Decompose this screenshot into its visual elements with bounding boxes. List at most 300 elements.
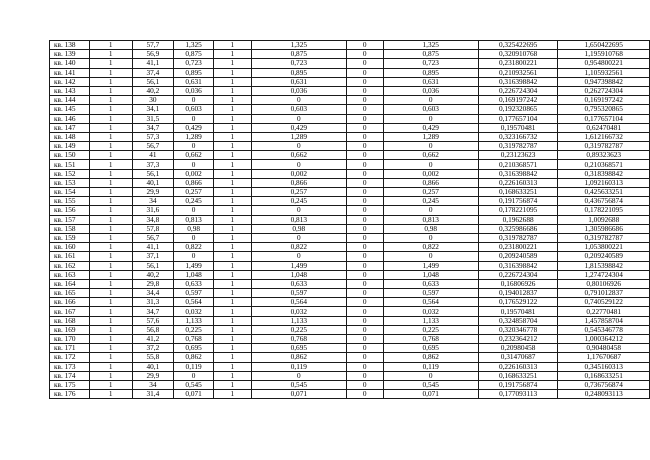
table-cell: 0,822 xyxy=(251,243,346,252)
table-row xyxy=(50,41,650,50)
table-cell: 1 xyxy=(89,390,132,399)
table-cell: 0 xyxy=(251,96,346,105)
table-cell: 0,194012837 xyxy=(478,289,558,298)
table-cell: 56,8 xyxy=(132,325,174,334)
table-cell: 0 xyxy=(174,142,214,151)
table-cell: 1,325 xyxy=(383,41,478,50)
table-cell: 1 xyxy=(89,233,132,242)
table-cell: 0,225 xyxy=(383,325,478,334)
row-label-cell: кв. 164 xyxy=(50,279,90,288)
table-cell: 1 xyxy=(214,316,252,325)
table-row xyxy=(50,142,650,151)
table-cell: 0,80106926 xyxy=(558,279,650,288)
table-row xyxy=(50,335,650,344)
table-cell: 57,6 xyxy=(132,316,174,325)
row-label-cell: кв. 165 xyxy=(50,289,90,298)
table-cell: 0,662 xyxy=(383,151,478,160)
table-cell: 1 xyxy=(89,178,132,187)
table-cell: 1,053800221 xyxy=(558,243,650,252)
table-cell: 0 xyxy=(251,160,346,169)
row-label-cell: кв. 159 xyxy=(50,233,90,242)
table-row xyxy=(50,77,650,86)
table-cell: 0,071 xyxy=(251,390,346,399)
table-cell: 40,2 xyxy=(132,270,174,279)
table-row xyxy=(50,279,650,288)
table-cell: 1 xyxy=(89,50,132,59)
table-cell: 0,425633251 xyxy=(558,188,650,197)
table-cell: 0 xyxy=(346,68,383,77)
table-cell: 0,20980458 xyxy=(478,344,558,353)
table-cell: 1,048 xyxy=(174,270,214,279)
row-label-cell: кв. 176 xyxy=(50,390,90,399)
table-row xyxy=(50,68,650,77)
table-cell: 1 xyxy=(214,59,252,68)
row-label-cell: кв. 169 xyxy=(50,325,90,334)
table-cell: 0 xyxy=(383,160,478,169)
table-cell: 34,7 xyxy=(132,307,174,316)
table-cell: 0 xyxy=(346,307,383,316)
table-cell: 0 xyxy=(346,371,383,380)
table-cell: 1 xyxy=(89,169,132,178)
table-cell: 0,429 xyxy=(251,123,346,132)
table-cell: 0,319782787 xyxy=(478,233,558,242)
table-cell: 1 xyxy=(89,142,132,151)
table-row xyxy=(50,206,650,215)
table-cell: 0 xyxy=(346,380,383,389)
table-cell: 1,133 xyxy=(383,316,478,325)
table-cell: 41,1 xyxy=(132,59,174,68)
table-cell: 0,662 xyxy=(251,151,346,160)
table-cell: 0,631 xyxy=(251,77,346,86)
table-cell: 0 xyxy=(346,270,383,279)
table-cell: 0,768 xyxy=(251,335,346,344)
row-label-cell: кв. 144 xyxy=(50,96,90,105)
table-cell: 0,429 xyxy=(174,123,214,132)
table-cell: 1 xyxy=(89,261,132,270)
table-cell: 0 xyxy=(383,142,478,151)
table-cell: 1 xyxy=(214,233,252,242)
table-cell: 0 xyxy=(346,261,383,270)
table-cell: 1 xyxy=(89,114,132,123)
row-label-cell: кв. 171 xyxy=(50,344,90,353)
table-cell: 1,499 xyxy=(383,261,478,270)
table-cell: 0,209240589 xyxy=(478,252,558,261)
table-cell: 0,19570481 xyxy=(478,307,558,316)
table-row xyxy=(50,252,650,261)
table-cell: 0 xyxy=(346,224,383,233)
table-cell: 1 xyxy=(214,344,252,353)
table-cell: 0,226724304 xyxy=(478,270,558,279)
table-cell: 37,1 xyxy=(132,252,174,261)
table-cell: 0,169197242 xyxy=(478,96,558,105)
table-cell: 0 xyxy=(174,206,214,215)
table-cell: 1 xyxy=(214,289,252,298)
row-label-cell: кв. 154 xyxy=(50,188,90,197)
table-cell: 0,866 xyxy=(383,178,478,187)
table-cell: 1 xyxy=(89,380,132,389)
table-cell: 1 xyxy=(89,41,132,50)
table-cell: 1 xyxy=(89,270,132,279)
table-row xyxy=(50,123,650,132)
table-cell: 0,226160313 xyxy=(478,362,558,371)
table-cell: 1,325 xyxy=(251,41,346,50)
table-cell: 0 xyxy=(346,123,383,132)
table-cell: 1 xyxy=(89,307,132,316)
table-cell: 0,176529122 xyxy=(478,298,558,307)
table-cell: 1 xyxy=(214,50,252,59)
table-row xyxy=(50,316,650,325)
table-cell: 1 xyxy=(214,270,252,279)
table-cell: 0,875 xyxy=(251,50,346,59)
row-label-cell: кв. 138 xyxy=(50,41,90,50)
table-cell: 1 xyxy=(89,335,132,344)
table-cell: 0,226724304 xyxy=(478,86,558,95)
table-cell: 0 xyxy=(346,151,383,160)
table-cell: 41,1 xyxy=(132,243,174,252)
table-cell: 1 xyxy=(89,160,132,169)
table-cell: 1,048 xyxy=(251,270,346,279)
row-label-cell: кв. 156 xyxy=(50,206,90,215)
row-label-cell: кв. 147 xyxy=(50,123,90,132)
row-label-cell: кв. 162 xyxy=(50,261,90,270)
table-cell: 0,862 xyxy=(251,353,346,362)
table-cell: 0,662 xyxy=(174,151,214,160)
row-label-cell: кв. 146 xyxy=(50,114,90,123)
table-cell: 40,1 xyxy=(132,178,174,187)
table-cell: 1,000364212 xyxy=(558,335,650,344)
table-cell: 1 xyxy=(214,206,252,215)
table-cell: 29,8 xyxy=(132,279,174,288)
table-cell: 0,19570481 xyxy=(478,123,558,132)
row-label-cell: кв. 160 xyxy=(50,243,90,252)
table-cell: 0,597 xyxy=(383,289,478,298)
table-cell: 1 xyxy=(89,105,132,114)
table-cell: 0,98 xyxy=(383,224,478,233)
table-cell: 31,4 xyxy=(132,390,174,399)
table-cell: 57,8 xyxy=(132,224,174,233)
table-row xyxy=(50,344,650,353)
table-cell: 0 xyxy=(346,169,383,178)
table-cell: 1 xyxy=(214,77,252,86)
table-cell: 0,178221095 xyxy=(558,206,650,215)
table-cell: 0,168633251 xyxy=(558,371,650,380)
table-cell: 1 xyxy=(89,86,132,95)
table-cell: 1 xyxy=(89,132,132,141)
table-cell: 0,232364212 xyxy=(478,335,558,344)
table-cell: 34 xyxy=(132,197,174,206)
table-cell: 1 xyxy=(89,344,132,353)
table-cell: 0,245 xyxy=(383,197,478,206)
table-cell: 0,210368571 xyxy=(478,160,558,169)
table-cell: 31,3 xyxy=(132,298,174,307)
table-cell: 1,650422695 xyxy=(558,41,650,50)
row-label-cell: кв. 170 xyxy=(50,335,90,344)
table-cell: 0,257 xyxy=(174,188,214,197)
row-label-cell: кв. 150 xyxy=(50,151,90,160)
table-cell: 0,723 xyxy=(174,59,214,68)
table-cell: 0,320346778 xyxy=(478,325,558,334)
table-cell: 1,815398842 xyxy=(558,261,650,270)
row-label-cell: кв. 151 xyxy=(50,160,90,169)
table-cell: 1 xyxy=(214,114,252,123)
table-cell: 0,895 xyxy=(383,68,478,77)
table-cell: 0 xyxy=(346,353,383,362)
table-cell: 0,545346778 xyxy=(558,325,650,334)
table-cell: 1,0092688 xyxy=(558,215,650,224)
table-cell: 1 xyxy=(89,206,132,215)
table-cell: 1,133 xyxy=(251,316,346,325)
table-cell: 0 xyxy=(174,160,214,169)
table-cell: 0,320910768 xyxy=(478,50,558,59)
table-cell: 0 xyxy=(346,197,383,206)
table-cell: 1 xyxy=(214,380,252,389)
table-cell: 0,16806926 xyxy=(478,279,558,288)
table-cell: 0 xyxy=(346,325,383,334)
table-cell: 0,191756874 xyxy=(478,197,558,206)
table-cell: 41 xyxy=(132,151,174,160)
table-cell: 0,603 xyxy=(383,105,478,114)
table-cell: 0,032 xyxy=(383,307,478,316)
table-cell: 0,875 xyxy=(174,50,214,59)
table-cell: 56,7 xyxy=(132,233,174,242)
table-cell: 0,169197242 xyxy=(558,96,650,105)
row-label-cell: кв. 152 xyxy=(50,169,90,178)
table-cell: 0 xyxy=(251,371,346,380)
table-cell: 0,895 xyxy=(174,68,214,77)
table-cell: 0 xyxy=(346,215,383,224)
table-cell: 56,1 xyxy=(132,261,174,270)
table-row xyxy=(50,132,650,141)
table-cell: 0,325422695 xyxy=(478,41,558,50)
row-label-cell: кв. 141 xyxy=(50,68,90,77)
table-row xyxy=(50,96,650,105)
table-cell: 0 xyxy=(383,114,478,123)
table-cell: 0,545 xyxy=(174,380,214,389)
table-cell: 0,226160313 xyxy=(478,178,558,187)
table-cell: 0,813 xyxy=(251,215,346,224)
table-cell: 1 xyxy=(214,178,252,187)
row-label-cell: кв. 173 xyxy=(50,362,90,371)
table-cell: 0,210368571 xyxy=(558,160,650,169)
table-cell: 0,036 xyxy=(251,86,346,95)
table-cell: 34,8 xyxy=(132,215,174,224)
table-cell: 1 xyxy=(214,188,252,197)
table-cell: 57,7 xyxy=(132,41,174,50)
row-label-cell: кв. 157 xyxy=(50,215,90,224)
table-body xyxy=(50,41,650,399)
table-cell: 29,9 xyxy=(132,371,174,380)
table-cell: 0,631 xyxy=(174,77,214,86)
table-cell: 0 xyxy=(346,114,383,123)
table-cell: 0 xyxy=(346,178,383,187)
table-cell: 1,612166732 xyxy=(558,132,650,141)
table-cell: 0 xyxy=(346,188,383,197)
table-cell: 40,1 xyxy=(132,362,174,371)
table-cell: 0 xyxy=(346,298,383,307)
table-cell: 1 xyxy=(214,215,252,224)
table-cell: 0,98 xyxy=(251,224,346,233)
table-row xyxy=(50,169,650,178)
table-row xyxy=(50,380,650,389)
table-cell: 1 xyxy=(214,335,252,344)
table-cell: 1 xyxy=(89,325,132,334)
table-cell: 1,289 xyxy=(174,132,214,141)
table-cell: 1,325 xyxy=(174,41,214,50)
table-cell: 0 xyxy=(251,252,346,261)
table-cell: 0,210932561 xyxy=(478,68,558,77)
table-cell: 0,319782787 xyxy=(558,142,650,151)
table-cell: 0,31470687 xyxy=(478,353,558,362)
row-label-cell: кв. 166 xyxy=(50,298,90,307)
table-cell: 0,822 xyxy=(174,243,214,252)
table-cell: 1 xyxy=(214,68,252,77)
table-cell: 0,257 xyxy=(383,188,478,197)
table-cell: 1 xyxy=(214,243,252,252)
table-row xyxy=(50,178,650,187)
row-label-cell: кв. 145 xyxy=(50,105,90,114)
table-cell: 0,319782787 xyxy=(478,142,558,151)
table-cell: 0,768 xyxy=(174,335,214,344)
table-row xyxy=(50,390,650,399)
table-cell: 1 xyxy=(214,298,252,307)
table-cell: 0,436756874 xyxy=(558,197,650,206)
table-cell: 1,048 xyxy=(383,270,478,279)
table-cell: 0,119 xyxy=(174,362,214,371)
table-cell: 0,603 xyxy=(174,105,214,114)
row-label-cell: кв. 155 xyxy=(50,197,90,206)
row-label-cell: кв. 174 xyxy=(50,371,90,380)
table-cell: 1 xyxy=(214,142,252,151)
table-cell: 1 xyxy=(214,390,252,399)
table-cell: 0,002 xyxy=(251,169,346,178)
table-cell: 31,6 xyxy=(132,206,174,215)
row-label-cell: кв. 158 xyxy=(50,224,90,233)
table-cell: 1 xyxy=(214,261,252,270)
table-cell: 0,178221095 xyxy=(478,206,558,215)
table-row xyxy=(50,151,650,160)
table-cell: 1 xyxy=(89,243,132,252)
table-cell: 0,22770481 xyxy=(558,307,650,316)
table-cell: 1 xyxy=(214,362,252,371)
row-label-cell: кв. 139 xyxy=(50,50,90,59)
table-cell: 0,071 xyxy=(174,390,214,399)
table-cell: 0 xyxy=(174,252,214,261)
table-cell: 40,2 xyxy=(132,86,174,95)
table-cell: 0 xyxy=(383,206,478,215)
table-cell: 0 xyxy=(346,142,383,151)
table-cell: 1,499 xyxy=(251,261,346,270)
table-cell: 1 xyxy=(214,353,252,362)
row-label-cell: кв. 153 xyxy=(50,178,90,187)
row-label-cell: кв. 172 xyxy=(50,353,90,362)
table-cell: 0 xyxy=(346,243,383,252)
table-cell: 0,545 xyxy=(383,380,478,389)
table-cell: 0,740529122 xyxy=(558,298,650,307)
table-cell: 0 xyxy=(251,233,346,242)
table-row xyxy=(50,353,650,362)
table-cell: 0,768 xyxy=(383,335,478,344)
table-cell: 0 xyxy=(346,105,383,114)
table-cell: 0,119 xyxy=(251,362,346,371)
row-label-cell: кв. 149 xyxy=(50,142,90,151)
table-cell: 1,274724304 xyxy=(558,270,650,279)
table-cell: 37,3 xyxy=(132,160,174,169)
table-cell: 0 xyxy=(383,252,478,261)
table-cell: 57,3 xyxy=(132,132,174,141)
table-cell: 0,631 xyxy=(383,77,478,86)
table-row xyxy=(50,243,650,252)
table-cell: 0,318398842 xyxy=(558,169,650,178)
table-cell: 1 xyxy=(89,68,132,77)
row-label-cell: кв. 163 xyxy=(50,270,90,279)
row-label-cell: кв. 175 xyxy=(50,380,90,389)
table-row xyxy=(50,114,650,123)
table-cell: 0 xyxy=(383,96,478,105)
table-cell: 1,289 xyxy=(251,132,346,141)
table-cell: 0,1962688 xyxy=(478,215,558,224)
table-cell: 0,168633251 xyxy=(478,371,558,380)
table-row xyxy=(50,371,650,380)
table-cell: 0,795320865 xyxy=(558,105,650,114)
table-cell: 0,192320865 xyxy=(478,105,558,114)
table-cell: 0 xyxy=(346,50,383,59)
table-cell: 0,875 xyxy=(383,50,478,59)
table-cell: 0,866 xyxy=(174,178,214,187)
table-row xyxy=(50,362,650,371)
table-cell: 0,032 xyxy=(251,307,346,316)
table-cell: 1 xyxy=(89,188,132,197)
table-cell: 1 xyxy=(89,371,132,380)
table-cell: 1 xyxy=(214,41,252,50)
table-cell: 0,603 xyxy=(251,105,346,114)
table-cell: 1 xyxy=(89,96,132,105)
table-cell: 1 xyxy=(89,252,132,261)
table-cell: 1 xyxy=(89,362,132,371)
table-cell: 1 xyxy=(89,289,132,298)
table-cell: 0 xyxy=(346,335,383,344)
table-cell: 1 xyxy=(89,298,132,307)
table-cell: 56,9 xyxy=(132,50,174,59)
table-row xyxy=(50,160,650,169)
table-cell: 0,262724304 xyxy=(558,86,650,95)
table-cell: 0,257 xyxy=(251,188,346,197)
table-cell: 0,323166732 xyxy=(478,132,558,141)
table-cell: 0,429 xyxy=(383,123,478,132)
table-cell: 34,7 xyxy=(132,123,174,132)
table-cell: 1 xyxy=(214,371,252,380)
table-cell: 0,316398842 xyxy=(478,77,558,86)
table-cell: 1,499 xyxy=(174,261,214,270)
table-cell: 1 xyxy=(214,279,252,288)
table-row xyxy=(50,188,650,197)
table-cell: 0,23123623 xyxy=(478,151,558,160)
table-cell: 37,4 xyxy=(132,68,174,77)
table-cell: 0,225 xyxy=(174,325,214,334)
table-row xyxy=(50,289,650,298)
table-cell: 56,1 xyxy=(132,77,174,86)
table-cell: 0 xyxy=(174,114,214,123)
table-cell: 0 xyxy=(174,233,214,242)
table-cell: 1,457858704 xyxy=(558,316,650,325)
table-row xyxy=(50,215,650,224)
table-cell: 0 xyxy=(346,96,383,105)
table-cell: 1 xyxy=(89,224,132,233)
table-cell: 1 xyxy=(214,169,252,178)
row-label-cell: кв. 142 xyxy=(50,77,90,86)
table-cell: 0 xyxy=(174,96,214,105)
table-cell: 0,177093113 xyxy=(478,390,558,399)
table-cell: 0,245 xyxy=(251,197,346,206)
